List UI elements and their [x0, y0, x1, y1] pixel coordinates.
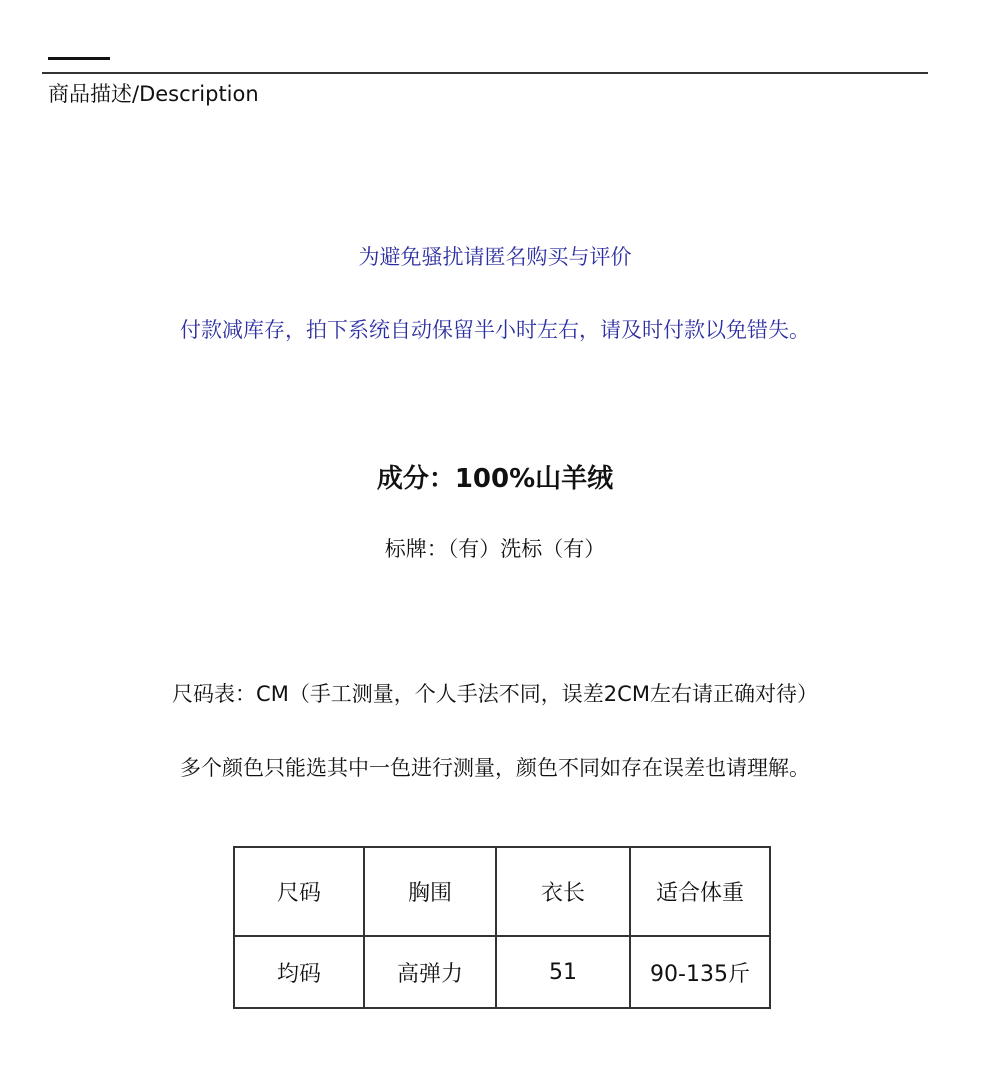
table-header-row [234, 847, 770, 936]
header-cell: 适合体重 [630, 847, 770, 936]
table-row [234, 936, 770, 1008]
table-cell: 51 [496, 936, 630, 1008]
accent-bar [48, 57, 110, 60]
table-cell: 90-135斤 [630, 936, 770, 1008]
size-note-measure: 尺码表：CM（手工测量，个人手法不同，误差2CM左右请正确对待） [172, 682, 818, 706]
divider [42, 72, 928, 74]
tags-info: 标牌：（有）洗标（有） [384, 537, 606, 561]
notice-payment: 付款减库存，拍下系统自动保留半小时左右，请及时付款以免错失。 [180, 318, 810, 342]
header-cell: 胸围 [364, 847, 496, 936]
size-table [233, 846, 771, 1009]
notice-anonymous: 为避免骚扰请匿名购买与评价 [358, 245, 632, 269]
header-cell: 衣长 [496, 847, 630, 936]
header-cell: 尺码 [234, 847, 364, 936]
section-heading: 商品描述/Description [48, 82, 259, 106]
table-cell: 高弹力 [364, 936, 496, 1008]
table-cell: 均码 [234, 936, 364, 1008]
composition: 成分：100%山羊绒 [376, 464, 614, 494]
size-note-color: 多个颜色只能选其中一色进行测量，颜色不同如存在误差也请理解。 [180, 756, 810, 780]
